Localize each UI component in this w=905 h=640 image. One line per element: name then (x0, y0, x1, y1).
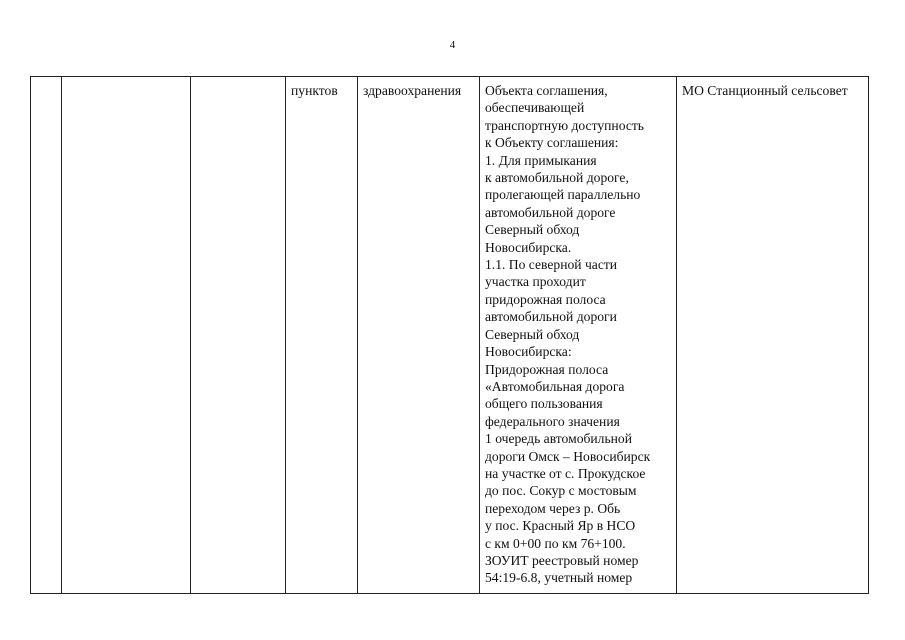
description-line: к автомобильной дороге, (485, 170, 629, 186)
description-line: придорожная полоса (485, 291, 606, 307)
cell-description (480, 77, 677, 594)
description-line: пролегающей параллельно (485, 187, 641, 203)
description-line: транспортную доступность (485, 117, 645, 133)
description-line: дороги Омск – Новосибирск (485, 448, 651, 464)
description-line: «Автомобильная дорога (485, 378, 625, 394)
description-line: Северный обход (485, 326, 580, 342)
page-number: 4 (449, 39, 456, 51)
cell-col4: пунктов (286, 77, 358, 594)
description-line: с км 0+00 по км 76+100. (485, 535, 626, 551)
description-line: Северный обход (485, 222, 580, 238)
description-line: Новосибирска: (485, 344, 572, 360)
document-table (30, 76, 869, 594)
description-line: федерального значения (485, 413, 620, 429)
description-line: 1. Для примыкания (485, 152, 597, 168)
table-row (31, 77, 869, 594)
description-line: общего пользования (485, 396, 603, 412)
description-line: на участке от с. Прокудское (485, 465, 646, 481)
description-line: Новосибирска. (485, 239, 572, 255)
description-line: автомобильной дороге (485, 204, 616, 220)
description-line: у пос. Красный Яр в НСО (485, 518, 636, 534)
description-line: Объекта соглашения, (485, 83, 608, 98)
cell-municipality: МО Станционный сельсовет (677, 77, 869, 594)
description-line: к Объекту соглашения: (485, 135, 619, 151)
description-line: 1.1. По северной части (485, 257, 618, 273)
description-line: обеспечивающей (485, 100, 585, 116)
cell-col2 (62, 77, 191, 594)
description-line: участка проходит (485, 274, 586, 290)
description-line: автомобильной дороги (485, 309, 617, 325)
description-line: ЗОУИТ реестровый номер (485, 552, 639, 568)
description-line: переходом через р. Обь (485, 500, 621, 516)
description-line: 54:19-6.8, учетный номер (485, 570, 633, 586)
description-line: до пос. Сокур с мостовым (485, 483, 637, 499)
cell-col5: здравоохранения (358, 77, 480, 594)
cell-col1 (31, 77, 62, 594)
description-line: Придорожная полоса (485, 361, 609, 377)
cell-col3 (191, 77, 286, 594)
description-line: 1 очередь автомобильной (485, 431, 633, 447)
